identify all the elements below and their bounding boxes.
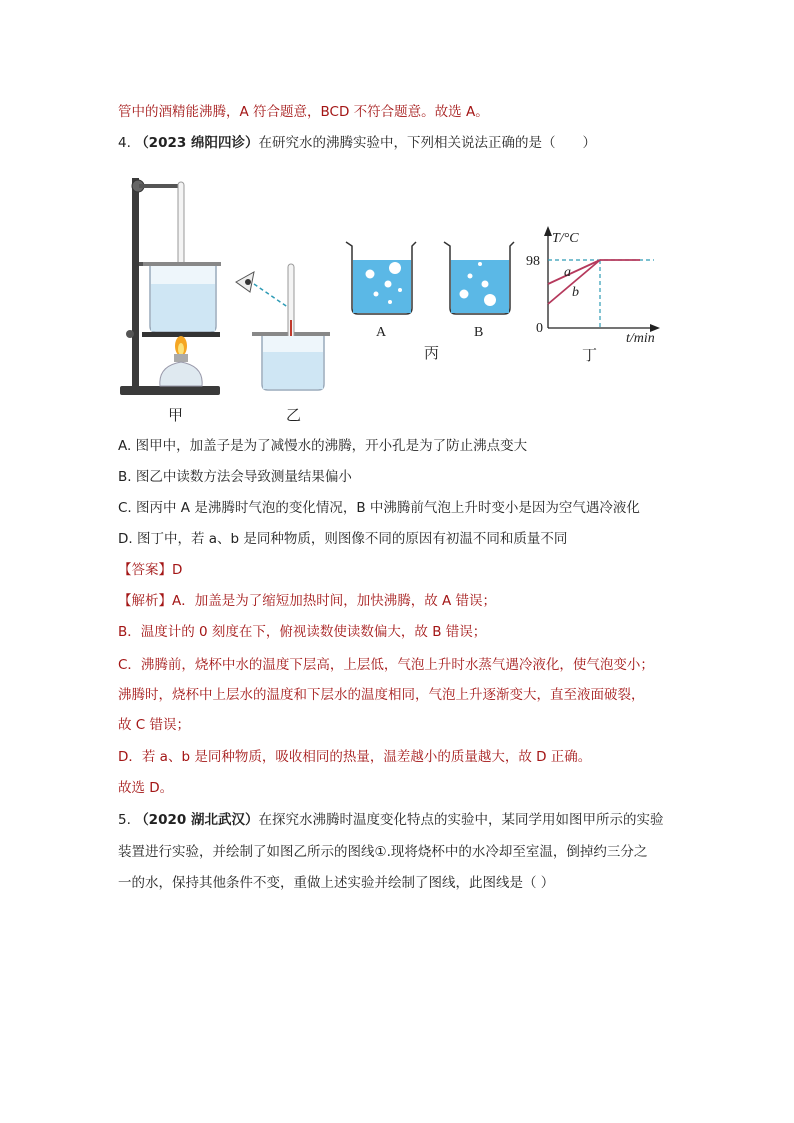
q5-source: （2020 湖北武汉） bbox=[135, 812, 259, 828]
figure-yi bbox=[232, 260, 342, 428]
line-b-label: b bbox=[572, 285, 579, 300]
beaker-b bbox=[444, 242, 514, 314]
figure-bing bbox=[340, 236, 530, 366]
eye-icon bbox=[236, 272, 254, 292]
q4-analysis-line: 【解析】A．加盖是为了缩短加热时间，加快沸腾，故 A 错误； bbox=[118, 593, 497, 609]
q4-stem-line bbox=[118, 133, 596, 153]
q5-number: 5. bbox=[118, 812, 131, 828]
label-jia: 甲 bbox=[168, 408, 184, 424]
label-bing: 丙 bbox=[424, 346, 440, 362]
q4-analysis-line: 故选 D。 bbox=[118, 780, 174, 796]
q4-number: 4. bbox=[118, 135, 131, 151]
label-beaker-a: A bbox=[376, 325, 387, 340]
q4-stem: 在研究水的沸腾实验中，下列相关说法正确的是（ ） bbox=[258, 135, 596, 151]
figure-ding-graph bbox=[526, 224, 670, 374]
x-axis-label: t/min bbox=[626, 331, 655, 346]
label-beaker-b: B bbox=[474, 325, 484, 340]
q4-source: （2023 绵阳四诊） bbox=[135, 135, 259, 151]
q4-option-d: D. 图丁中，若 a、b 是同种物质，则图像不同的原因有初温不同和质量不同 bbox=[118, 531, 568, 547]
q4-option-b: B. 图乙中读数方法会导致测量结果偏小 bbox=[118, 469, 352, 485]
q4-analysis-line: C．沸腾前，烧杯中水的温度下层高，上层低，气泡上升时水蒸气遇冷液化，使气泡变小； bbox=[118, 657, 654, 673]
q5-stem-line bbox=[118, 810, 663, 830]
figure-jia bbox=[118, 162, 228, 428]
q4-answer: 【答案】D bbox=[118, 562, 183, 578]
boil-label: 98 bbox=[526, 254, 540, 269]
origin-label: 0 bbox=[536, 321, 543, 336]
q4-analysis-line: D．若 a、b 是同种物质，吸收相同的热量，温差越小的质量越大，故 D 正确。 bbox=[118, 749, 592, 765]
q4-option-c: C. 图丙中 A 是沸腾时气泡的变化情况，B 中沸腾前气泡上升时变小是因为空气遇冷液化 bbox=[118, 500, 640, 516]
q5-stem-line: 装置进行实验，并绘制了如图乙所示的图线①.现将烧杯中的水冷却至室温，倒掉约三分之 bbox=[118, 844, 648, 860]
q5-stem-line: 一的水，保持其他条件不变，重做上述实验并绘制了图线，此图线是（ ） bbox=[118, 875, 555, 891]
q4-analysis-line: B．温度计的 0 刻度在下，俯视读数使读数偏大，故 B 错误； bbox=[118, 624, 487, 640]
prev-solution-tail: 管中的酒精能沸腾，A 符合题意，BCD 不符合题意。故选 A。 bbox=[118, 104, 489, 120]
beaker-a bbox=[346, 242, 416, 314]
q4-analysis-line: 沸腾时，烧杯中上层水的温度和下层水的温度相同，气泡上升逐渐变大，直至液面破裂， bbox=[118, 687, 645, 703]
q4-analysis-line: 故 C 错误； bbox=[118, 717, 191, 733]
label-ding: 丁 bbox=[582, 348, 598, 364]
line-a-label: a bbox=[564, 265, 571, 280]
y-axis-label: T/°C bbox=[552, 231, 579, 246]
q4-option-a: A. 图甲中，加盖子是为了减慢水的沸腾，开小孔是为了防止沸点变大 bbox=[118, 438, 528, 454]
q5-stem: 在探究水沸腾时温度变化特点的实验中，某同学用如图甲所示的实验 bbox=[258, 812, 664, 828]
line-a bbox=[548, 260, 600, 284]
label-yi: 乙 bbox=[286, 408, 302, 424]
